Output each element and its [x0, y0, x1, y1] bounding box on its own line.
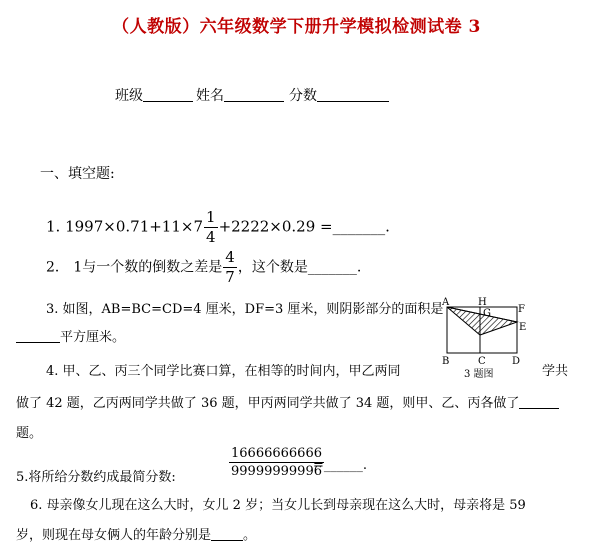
q2-answer-blank[interactable]: _______: [307, 259, 357, 276]
q4-line1-tail: 学共: [542, 364, 569, 379]
q1-frac-den: 4: [206, 228, 216, 246]
class-label: 班级: [115, 88, 143, 104]
score-label: 分数: [289, 88, 317, 104]
q1-number: 1.: [46, 217, 61, 236]
q6-answer-blank[interactable]: [211, 526, 243, 541]
score-blank[interactable]: [317, 87, 389, 102]
q6-line2-text: 岁，则现在母女俩人的年龄分别是: [16, 528, 212, 543]
q1-expression-part1: 1997×0.71+11×7: [65, 217, 204, 236]
q3-answer-blank[interactable]: [16, 328, 60, 343]
name-blank[interactable]: [224, 87, 284, 102]
section-heading: 一、填空题:: [40, 166, 115, 182]
q3-line2: [16, 326, 125, 345]
score-field: [289, 85, 389, 105]
label-g: G: [483, 308, 491, 319]
q2-text1: 1与一个数的倒数之差是: [73, 259, 223, 276]
q1-period: .: [385, 217, 390, 236]
question-2: [46, 250, 361, 285]
label-c: C: [478, 356, 486, 367]
label-e: E: [519, 322, 527, 333]
name-field: [196, 85, 284, 105]
q2-number: 2．: [46, 259, 69, 276]
q1-fraction: [204, 210, 218, 245]
q1-answer-blank[interactable]: _______: [332, 217, 386, 236]
q5-numerator: 16666666666: [231, 446, 322, 461]
q2-frac-num: 4: [225, 248, 235, 266]
shaded-region: [447, 307, 517, 335]
name-label: 姓名: [196, 88, 224, 104]
label-f: F: [518, 304, 525, 315]
q2-frac-den: 7: [225, 268, 235, 286]
q3-line1: 3. 如图，AB=BC=CD=4 厘米，DF=3 厘米，则阴影部分的面积是: [46, 302, 444, 317]
q5-denominator: 99999999996: [231, 464, 322, 479]
label-b: B: [442, 356, 450, 367]
class-blank[interactable]: [143, 87, 193, 102]
q4-line3: 题。: [16, 426, 43, 441]
q4-line1: 4. 甲、乙、丙三个同学比赛口算，在相等的时间内，甲乙两同: [46, 364, 401, 379]
q5-fraction: [228, 447, 325, 478]
q6-line1: 6. 母亲像女儿现在这么大时，女儿 2 岁；当女儿长到母亲现在这么大时，母亲将是 59: [30, 498, 526, 513]
q3-text: 平方厘米。: [60, 330, 126, 345]
q5-frac: [229, 447, 324, 478]
question-1: [46, 210, 390, 245]
q4-answer-blank[interactable]: [519, 394, 559, 409]
q1-frac-num: 1: [206, 208, 216, 226]
q4-line2: [16, 392, 559, 411]
q5-prefix: 5.将所给分数约成最简分数:: [16, 470, 176, 485]
q2-period: .: [356, 259, 362, 276]
q6-line2: [16, 524, 256, 543]
class-field: [115, 85, 193, 105]
page-title: （人教版）六年级数学下册升学模拟检测试卷 3: [112, 17, 481, 37]
label-d: D: [512, 356, 521, 367]
q4-line2-text: 做了 42 题，乙丙两同学共做了 36 题，甲丙两同学共做了 34 题，则甲、乙、丙各做了: [16, 396, 520, 411]
q5-answer[interactable]: =______.: [313, 458, 368, 473]
label-a: A: [442, 297, 450, 308]
q2-text2: ，这个数是: [237, 259, 308, 276]
label-h: H: [478, 297, 487, 308]
q2-fraction: [223, 250, 237, 285]
q6-period: 。: [243, 528, 257, 543]
q1-expression-part2: +2222×0.29 =: [218, 217, 333, 236]
geometry-figure: [440, 297, 530, 381]
figure-caption: 3 题图: [464, 369, 494, 380]
